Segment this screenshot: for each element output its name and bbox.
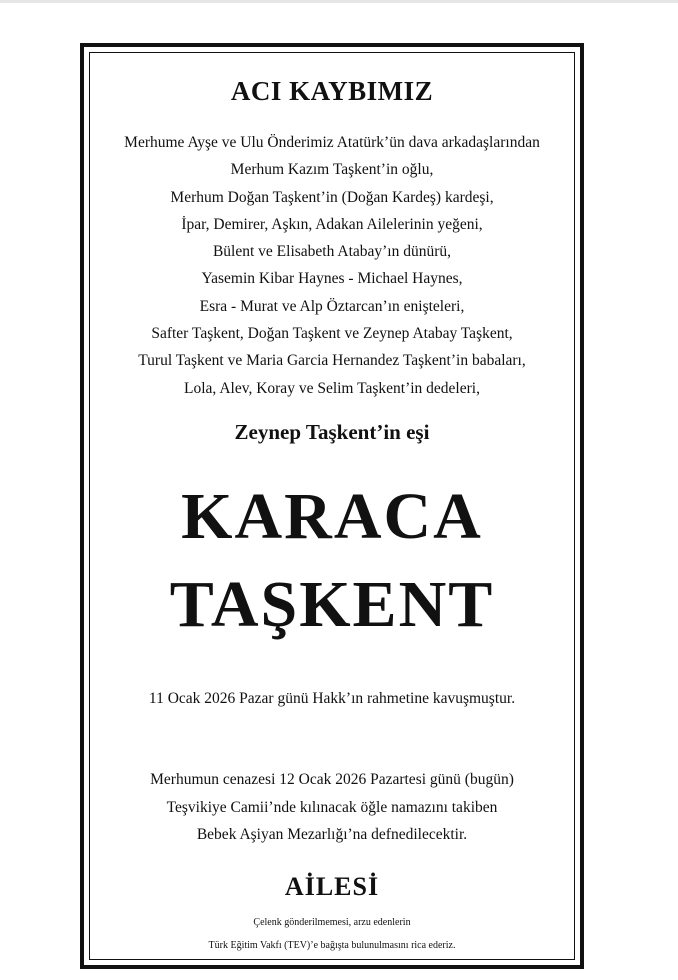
kinship-line: Bülent ve Elisabeth Atabay’ın dünürü, (212, 243, 452, 261)
kinship-list (84, 129, 580, 402)
top-edge-strip (0, 0, 678, 3)
spouse-line: Zeynep Taşkent’in eşi (234, 420, 430, 444)
kinship-line: Esra - Murat ve Alp Öztarcan’ın enişteleri, (199, 297, 465, 315)
funeral-line: Merhumun cenazesi 12 Ocak 2026 Pazartesi günü (bugün) (150, 771, 514, 788)
kinship-line: Safter Taşkent, Doğan Taşkent ve Zeynep Atabay Taşkent, (151, 325, 513, 343)
kinship-line: Merhum Doğan Taşkent’in (Doğan Kardeş) kardeşi, (170, 188, 494, 206)
notice-headline: ACI KAYBIMIZ (230, 76, 434, 106)
passing-announcement: 11 Ocak 2026 Pazar günü Hakk’ın rahmetine kavuşmuştur. (148, 690, 516, 707)
kinship-line: Merhum Kazım Taşkent’in oğlu, (230, 161, 434, 179)
deceased-last-name: TAŞKENT (169, 568, 495, 641)
footnote-line-1: Çelenk gönderilmemesi, arzu edenlerin (253, 917, 411, 928)
funeral-line: Bebek Aşiyan Mezarlığı’na defnedilecektir. (196, 826, 468, 843)
kinship-line: Lola, Alev, Koray ve Selim Taşkent’in dedeleri, (184, 379, 480, 397)
kinship-line: Turul Taşkent ve Maria Garcia Hernandez Taşkent’in babaları, (138, 352, 526, 370)
kinship-line: Merhume Ayşe ve Ulu Önderimiz Atatürk’ün dava arkadaşlarından (124, 134, 540, 151)
deceased-first-name: KARACA (181, 480, 483, 553)
footnote-line-2: Türk Eğitim Vakfı (TEV)’e bağışta bulunulmasını rica ederiz. (208, 940, 456, 951)
kinship-line: İpar, Demirer, Aşkın, Adakan Ailelerinin yeğeni, (181, 215, 483, 233)
funeral-details (84, 766, 580, 849)
kinship-line: Yasemin Kibar Haynes - Michael Haynes, (201, 270, 463, 288)
funeral-line: Teşvikiye Camii’nde kılınacak öğle namazını takiben (166, 798, 498, 816)
family-signature: AİLESİ (284, 872, 380, 901)
obituary-notice (80, 43, 584, 969)
